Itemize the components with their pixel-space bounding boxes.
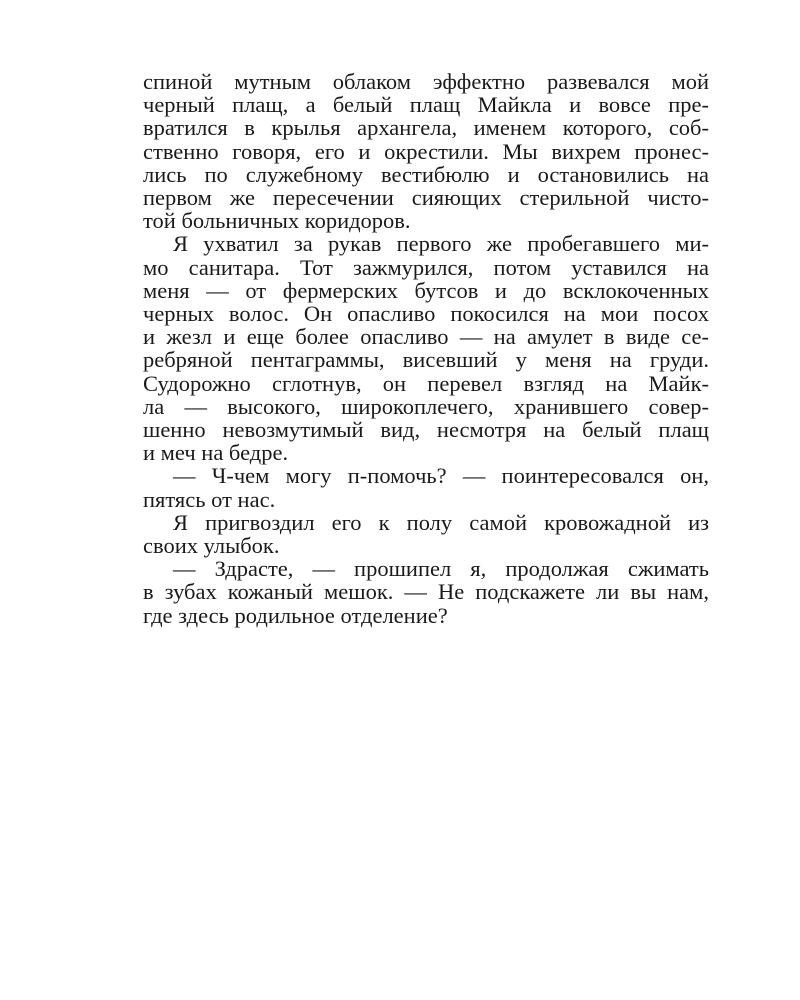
text-line: Я пригвоздил его к полу самой кровожадной из	[173, 509, 709, 535]
text-line: в зубах кожаный мешок. — Не подскажете ли вы нам,	[143, 579, 709, 605]
text-line: лись по служебному вестибюлю и остановились на	[143, 161, 709, 187]
text-line: — Здрасте, — прошипел я, продолжая сжимать	[173, 556, 709, 582]
text-line: черных волос. Он опасливо покосился на мои посох	[143, 301, 709, 327]
text-line: Судорожно сглотнув, он перевел взгляд на Майк-	[143, 370, 709, 396]
paragraph-3	[143, 464, 709, 510]
paragraph-1	[143, 70, 709, 232]
text-line: и жезл и еще более опасливо — на амулет в виде се-	[143, 324, 709, 350]
text-line: мо санитара. Тот зажмурился, потом уставился на	[143, 254, 709, 280]
text-line: спиной мутным облаком эффектно развевался мой	[143, 69, 709, 94]
text-line: — Ч-чем могу п-помочь? — поинтересовался он,	[173, 463, 709, 489]
text-line: ла — высокого, широкоплечего, хранившего совер-	[143, 393, 709, 419]
body-text	[143, 70, 709, 627]
paragraph-5	[143, 557, 709, 627]
text-line: и меч на бедре.	[143, 440, 289, 466]
paragraph-2	[143, 232, 709, 464]
text-line: ственно говоря, его и окрестили. Мы вихрем пронес-	[143, 138, 709, 164]
paragraph-4	[143, 511, 709, 557]
text-line: той больничных коридоров.	[143, 208, 411, 234]
text-line: своих улыбок.	[143, 533, 280, 559]
text-line: черный плащ, а белый плащ Майкла и вовсе пре-	[143, 92, 709, 118]
text-line: шенно невозмутимый вид, несмотря на белый плащ	[143, 417, 709, 443]
text-line: где здесь родильное отделение?	[143, 602, 448, 628]
text-line: первом же пересечении сияющих стерильной чисто-	[143, 185, 709, 211]
text-line: меня — от фермерских бутсов и до всклокоченных	[143, 277, 709, 303]
text-line: пятясь от нас.	[143, 486, 276, 512]
text-line: ребряной пентаграммы, висевший у меня на груди.	[143, 347, 709, 373]
text-line: вратился в крылья архангела, именем которого, соб-	[143, 115, 709, 141]
text-line: Я ухватил за рукав первого же пробегавшего ми-	[173, 231, 709, 257]
